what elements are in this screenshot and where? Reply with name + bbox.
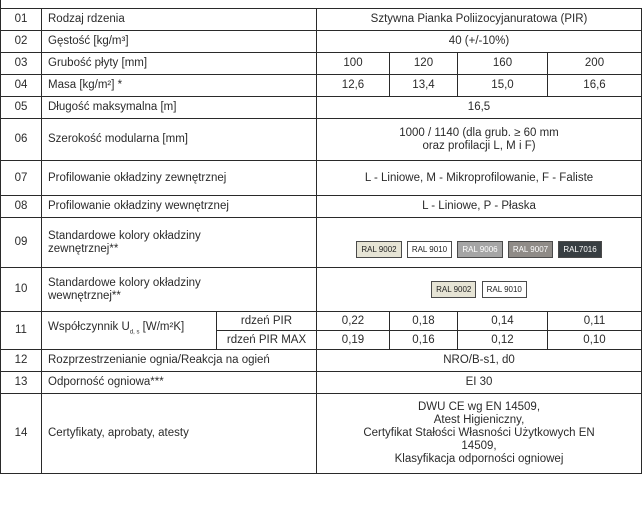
thickness-cell: 200 — [548, 53, 642, 75]
value-line: DWU CE wg EN 14509, — [417, 401, 541, 413]
row-value: L - Liniowe, P - Płaska — [317, 196, 642, 218]
color-chip: RAL 9002 — [356, 241, 401, 258]
row-number: 09 — [1, 218, 42, 268]
row-number: 01 — [1, 9, 42, 31]
table-row — [1, 31, 642, 53]
core-type: rdzeń PIR — [217, 312, 317, 331]
label-line: Standardowe kolory okładziny — [48, 276, 201, 289]
row-number: 13 — [1, 372, 42, 394]
mass-cell: 12,6 — [317, 75, 390, 97]
u-value-cell: 0,16 — [390, 331, 458, 350]
row-label: Rozprzestrzenianie ognia/Reakcja na ogień — [42, 350, 317, 372]
row-value: 16,5 — [317, 97, 642, 119]
thickness-cell: 160 — [458, 53, 548, 75]
thickness-cell: 120 — [390, 53, 458, 75]
color-swatches — [317, 218, 642, 268]
mass-cell: 16,6 — [548, 75, 642, 97]
table-row — [1, 312, 642, 331]
row-label: Gęstość [kg/m³] — [42, 31, 317, 53]
mass-cell: 13,4 — [390, 75, 458, 97]
u-value-cell: 0,18 — [390, 312, 458, 331]
row-value: 40 (+/-10%) — [317, 31, 642, 53]
color-swatches — [317, 268, 642, 312]
row-number: 05 — [1, 97, 42, 119]
u-value-cell: 0,10 — [548, 331, 642, 350]
label-subscript: d, s — [129, 329, 140, 336]
row-number: 08 — [1, 196, 42, 218]
table-row — [1, 97, 642, 119]
row-number: 02 — [1, 31, 42, 53]
u-value-cell: 0,19 — [317, 331, 390, 350]
row-number: 10 — [1, 268, 42, 312]
row-label: Grubość płyty [mm] — [42, 53, 317, 75]
core-type: rdzeń PIR MAX — [217, 331, 317, 350]
value-line: 1000 / 1140 (dla grub. ≥ 60 mm — [399, 126, 559, 139]
row-label — [42, 268, 317, 312]
table-row — [1, 268, 642, 312]
row-value — [317, 119, 642, 161]
row-value: L - Liniowe, M - Mikroprofilowanie, F - Faliste — [317, 161, 642, 196]
row-number: 11 — [1, 312, 42, 350]
table-row — [1, 161, 642, 196]
mass-cell: 15,0 — [458, 75, 548, 97]
row-label: Odporność ogniowa*** — [42, 372, 317, 394]
row-label: Profilowanie okładziny zewnętrznej — [42, 161, 317, 196]
table-row — [1, 9, 642, 31]
top-border — [0, 0, 1, 8]
row-value: NRO/B-s1, d0 — [317, 350, 642, 372]
value-line: oraz profilacji L, M i F) — [422, 139, 536, 152]
row-value: Sztywna Pianka Poliizocyjanuratowa (PIR) — [317, 9, 642, 31]
row-label: Profilowanie okładziny wewnętrznej — [42, 196, 317, 218]
row-label: Rodzaj rdzenia — [42, 9, 317, 31]
row-number: 06 — [1, 119, 42, 161]
table-row — [1, 196, 642, 218]
row-number: 14 — [1, 394, 42, 474]
table-row — [1, 394, 642, 474]
row-label: Szerokość modularna [mm] — [42, 119, 317, 161]
label-line: Standardowe kolory okładziny — [48, 229, 201, 242]
color-chip: RAL 9002 — [431, 281, 476, 298]
value-line: Klasyfikacja odporności ogniowej — [394, 453, 564, 465]
row-label — [42, 312, 217, 350]
row-value: EI 30 — [317, 372, 642, 394]
row-label — [42, 218, 317, 268]
value-line: Certyfikat Stałości Własności Użytkowych EN — [363, 427, 595, 439]
label-unit: [W/m²K] — [139, 321, 185, 334]
spec-table — [0, 8, 642, 474]
color-chip: RAL 9007 — [508, 241, 553, 258]
row-label: Masa [kg/m²] * — [42, 75, 317, 97]
value-line: 14509, — [461, 440, 497, 452]
row-label: Długość maksymalna [m] — [42, 97, 317, 119]
u-value-cell: 0,12 — [458, 331, 548, 350]
table-row — [1, 53, 642, 75]
row-number: 03 — [1, 53, 42, 75]
table-row — [1, 218, 642, 268]
table-row — [1, 119, 642, 161]
color-chip: RAL7016 — [558, 241, 601, 258]
label-line: zewnętrznej** — [48, 242, 119, 255]
row-number: 04 — [1, 75, 42, 97]
u-value-cell: 0,11 — [548, 312, 642, 331]
label-line: wewnętrznej** — [48, 289, 121, 302]
row-number: 12 — [1, 350, 42, 372]
color-chip: RAL 9010 — [482, 281, 527, 298]
table-row — [1, 75, 642, 97]
u-value-cell: 0,22 — [317, 312, 390, 331]
thickness-cell: 100 — [317, 53, 390, 75]
label-main: Współczynnik U — [48, 321, 130, 334]
color-chip: RAL 9010 — [407, 241, 452, 258]
table-row — [1, 372, 642, 394]
table-row — [1, 350, 642, 372]
row-label: Certyfikaty, aprobaty, atesty — [42, 394, 317, 474]
row-value — [317, 394, 642, 474]
row-number: 07 — [1, 161, 42, 196]
u-value-cell: 0,14 — [458, 312, 548, 331]
color-chip: RAL 9006 — [457, 241, 502, 258]
value-line: Atest Higieniczny, — [433, 414, 525, 426]
